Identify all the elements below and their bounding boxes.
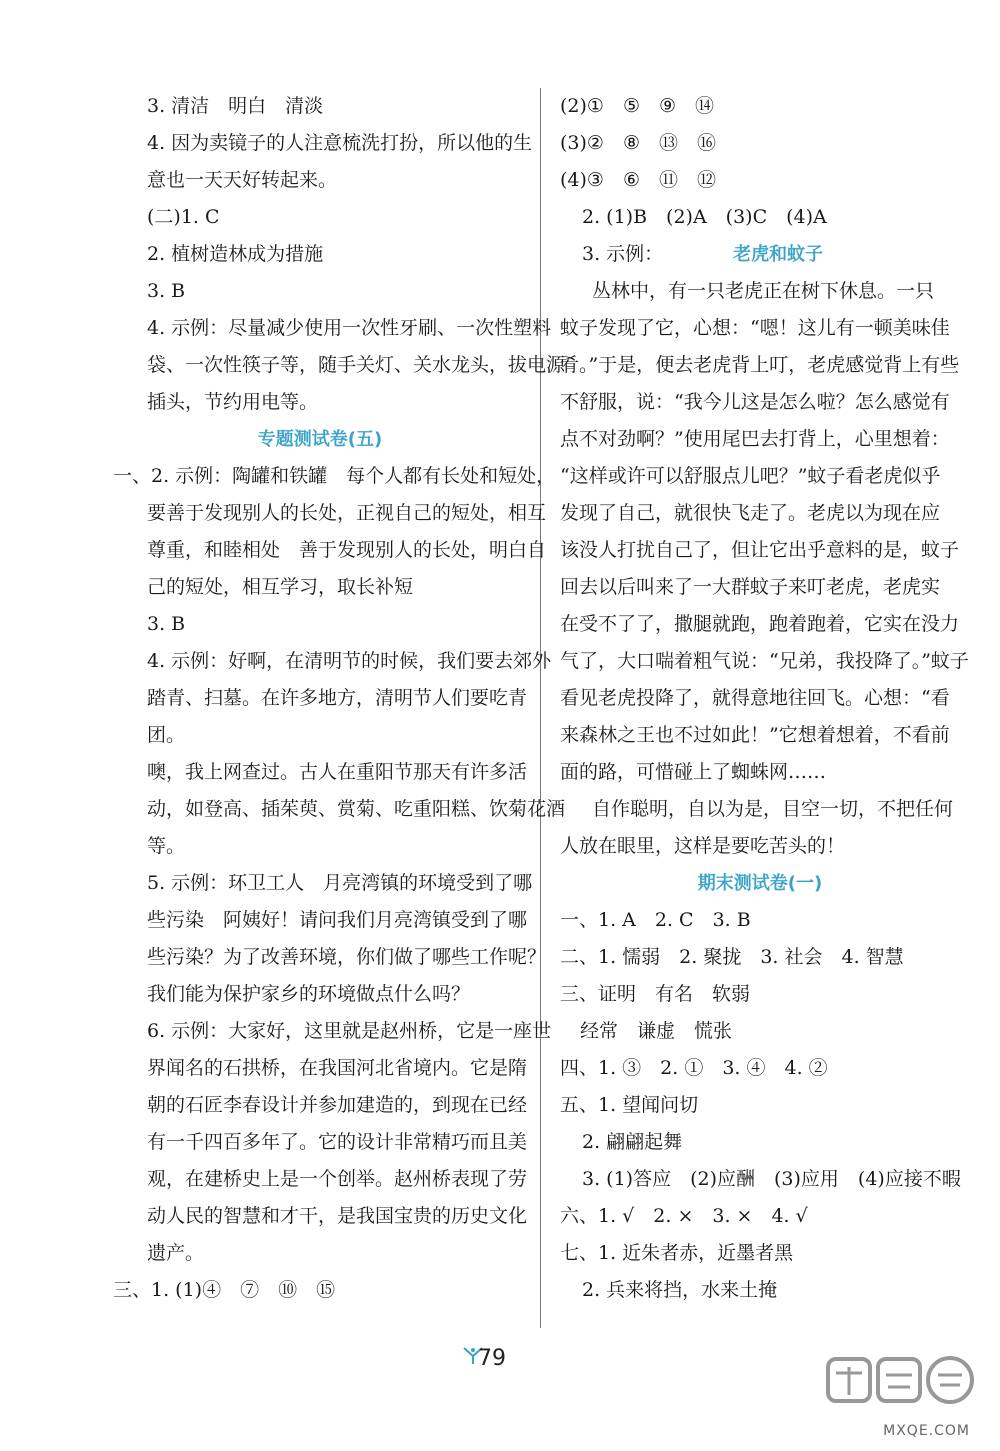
answer-line: 意也一天天好转起来。 [147,169,338,191]
answer-line: 六、1. √ 2. × 3. × 4. √ [560,1205,808,1227]
answer-line: 动，如登高、插茱萸、赏菊、吃重阳糕、饮菊花酒 [147,798,566,820]
answer-line: 5. 示例：环卫工人 月亮湾镇的环境受到了哪 [147,872,533,894]
answer-line: 遗产。 [147,1242,205,1264]
answer-line: 6. 示例：大家好，这里就是赵州桥，它是一座世 [147,1020,552,1042]
answer-line: 七、1. 近朱者赤，近墨者黑 [560,1242,794,1264]
story-line: 在受不了了，撒腿就跑，跑着跑着，它实在没力 [560,613,960,635]
answer-line: 3. 清洁 明白 清淡 [147,95,324,117]
answer-line: (4)③ ⑥ ⑪ ⑫ [560,169,716,191]
left-column [113,88,566,1309]
column-divider [540,88,541,1328]
answer-line: 些污染？为了改善环境，你们做了哪些工作呢？ [147,946,547,968]
answer-line: 插头，节约用电等。 [147,391,319,413]
answer-line: 3. B [147,280,186,302]
answer-line: 噢，我上网查过。古人在重阳节那天有许多活 [147,761,528,783]
section-title: 专题测试卷(五) [257,429,383,450]
answer-line: (二)1. C [147,206,220,228]
page-number: 79 [478,1346,506,1371]
answer-line: (3)② ⑧ ⑬ ⑯ [560,132,716,154]
story-line: 回去以后叫来了一大群蚊子来叮老虎，老虎实 [560,576,941,598]
answer-line: 踏青、扫墓。在许多地方，清明节人们要吃青 [147,687,528,709]
story-line: 蚊子发现了它，心想：“嗯！这儿有一顿美味佳 [560,317,950,339]
answer-line: 三、证明 有名 软弱 [560,983,751,1005]
answer-line: 经常 谦虚 慌张 [580,1020,733,1042]
section-title: 期末测试卷(一) [697,873,823,894]
answer-line: 些污染 阿姨好！请问我们月亮湾镇受到了哪 [147,909,528,931]
story-label: 3. 示例： [582,243,664,265]
answer-line: 我们能为保护家乡的环境做点什么吗？ [147,983,471,1005]
story-line: 点不对劲啊？”使用尾巴去打背上，心里想着： [560,428,950,450]
answer-line: 团。 [147,724,186,746]
answer-line: 2. 兵来将挡，水来土掩 [582,1279,778,1301]
story-line: 肴。”于是，便去老虎背上叮，老虎感觉背上有些 [560,354,960,376]
answer-line: 要善于发现别人的长处，正视自己的短处，相互 [147,502,547,524]
story-line: 发现了自己，就很快飞走了。老虎以为现在应 [560,502,941,524]
answer-line: 3. B [147,613,186,635]
answer-line: 朝的石匠李春设计并参加建造的，到现在已经 [147,1094,528,1116]
answer-line: 有一千四百多年了。它的设计非常精巧而且美 [147,1131,528,1153]
answer-line: 观，在建桥史上是一个创举。赵州桥表现了劳 [147,1168,528,1190]
watermark-text: MXQE.COM [883,1423,970,1439]
answer-line: 3. (1)答应 (2)应酬 (3)应用 (4)应接不暇 [582,1168,961,1190]
answer-line: 五、1. 望闻问切 [560,1094,699,1116]
answer-line: 2. (1)B (2)A (3)C (4)A [582,206,827,228]
story-line: 气了，大口喘着粗气说：“兄弟，我投降了。”蚊子 [560,650,969,672]
answer-line: 己的短处，相互学习，取长补短 [147,576,414,598]
answer-line: 界闻名的石拱桥，在我国河北省境内。它是隋 [147,1057,528,1079]
moral-line: 人放在眼里，这样是要吃苦头的！ [560,835,846,857]
answer-line: 2. 翩翩起舞 [582,1131,683,1153]
answer-line: 4. 因为卖镜子的人注意梳洗打扮，所以他的生 [147,132,533,154]
answer-line: 二、1. 懦弱 2. 聚拢 3. 社会 4. 智慧 [560,946,904,968]
story-line: 来森林之王也不过如此！”它想着想着，不看前 [560,724,950,746]
story-line: 丛林中，有一只老虎正在树下休息。一只 [592,280,935,302]
story-line: 不舒服，说：“我今儿这是怎么啦？怎么感觉有 [560,391,950,413]
story-line: 看见老虎投降了，就得意地往回飞。心想：“看 [560,687,950,709]
answer-line: 一、2. 示例：陶罐和铁罐 每个人都有长处和短处， [113,465,556,487]
right-column [560,88,969,1309]
answer-line: 动人民的智慧和才干，是我国宝贵的历史文化 [147,1205,528,1227]
answer-line: 袋、一次性筷子等，随手关灯、关水龙头，拔电源 [147,354,566,376]
answer-line: 4. 示例：尽量减少使用一次性牙刷、一次性塑料 [147,317,552,339]
answer-line: 三、1. (1)④ ⑦ ⑩ ⑮ [113,1279,336,1301]
answer-line: 四、1. ③ 2. ① 3. ④ 4. ② [560,1057,828,1079]
answer-line: 等。 [147,835,186,857]
story-line: 该没人打扰自己了，但让它出乎意料的是，蚊子 [560,539,960,561]
answer-line: 4. 示例：好啊，在清明节的时候，我们要去郊外 [147,650,552,672]
answer-line: (2)① ⑤ ⑨ ⑭ [560,95,715,117]
story-line: “这样或许可以舒服点儿吧？”蚊子看老虎似乎 [560,465,941,487]
story-title: 老虎和蚊子 [733,244,824,265]
story-line: 面的路，可惜碰上了蜘蛛网…… [560,761,827,783]
story-heading [560,236,960,273]
answer-line: 2. 植树造林成为措施 [147,243,324,265]
answer-line: 一、1. A 2. C 3. B [560,909,751,931]
answer-line: 尊重，和睦相处 善于发现别人的长处，明白自 [147,539,547,561]
moral-line: 自作聪明，自以为是，目空一切，不把任何 [592,798,954,820]
